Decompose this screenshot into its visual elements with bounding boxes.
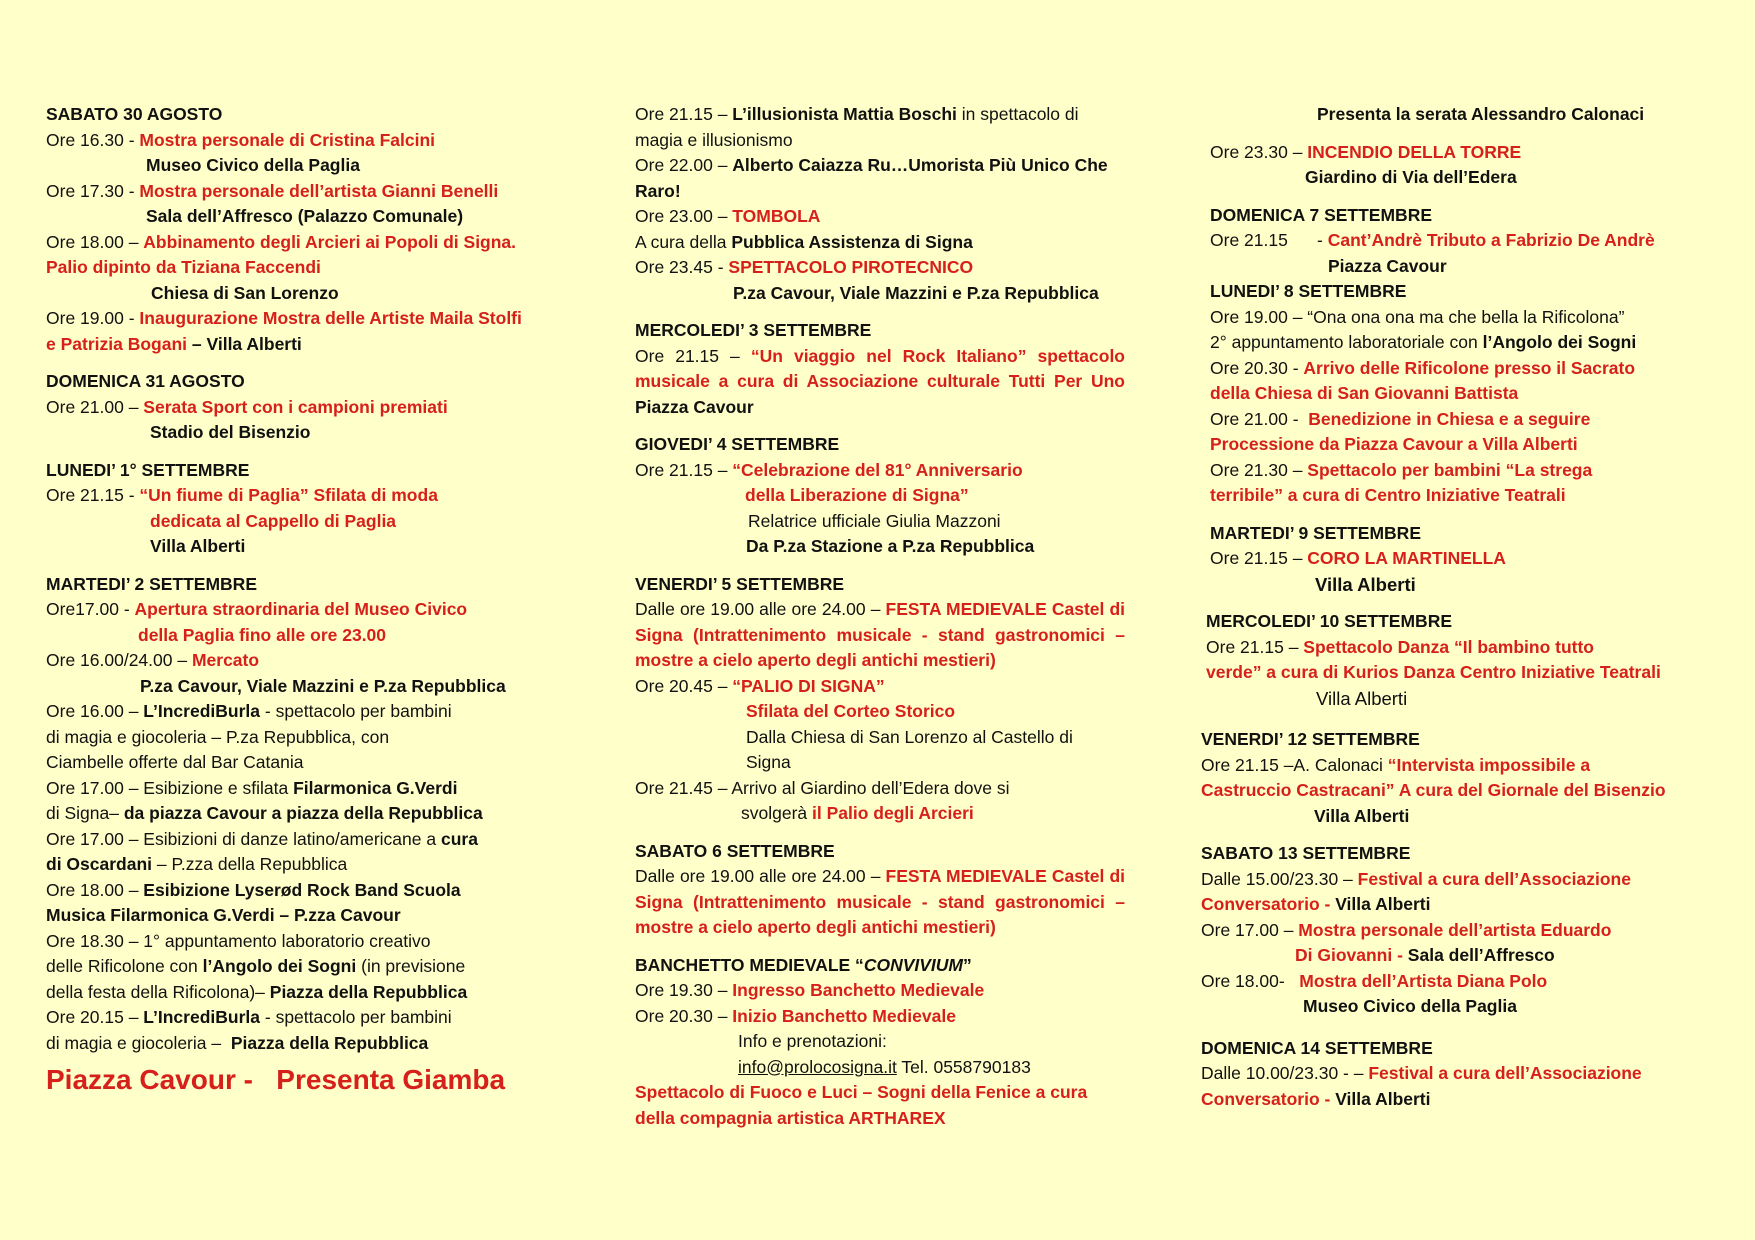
event: Ore 17.00 – Mostra personale dell’artista Eduardo	[1201, 919, 1612, 940]
event: Ore 21.15 - Cant’Andrè Tributo a Fabrizio De Andrè	[1210, 230, 1655, 250]
day-heading: GIOVEDI’ 4 SETTEMBRE	[635, 434, 840, 454]
event-place: Da P.za Stazione a P.za Repubblica	[746, 536, 1035, 556]
event: Dalle 15.00/23.30 – Festival a cura dell’Associazione	[1201, 868, 1631, 889]
event: Ore 16.00 – L’IncrediBurla - spettacolo per bambini	[46, 701, 452, 721]
day-heading: DOMENICA 7 SETTEMBRE	[1210, 204, 1433, 225]
event: Dalle ore 19.00 alle ore 24.00 – FESTA MEDIEVALE Castel di Signa (Intrattenimento musicale - stand gastronomici – mostre a cielo aperto degli antichi mestieri)	[635, 599, 1126, 670]
day-heading: VENERDI’ 5 SETTEMBRE	[635, 573, 845, 594]
day-heading: MARTEDI’ 9 SETTEMBRE	[1210, 522, 1421, 543]
event-name: Raro!	[635, 180, 681, 201]
event-desc: Dalla Chiesa di San Lorenzo al Castello di	[746, 726, 1073, 747]
contact-line	[635, 1055, 1125, 1081]
event: Dalle ore 19.00 alle ore 24.00 – FESTA MEDIEVALE Castel di Signa (Intrattenimento musicale - stand gastronomici – mostre a cielo aperto degli antichi mestieri)	[635, 866, 1126, 937]
event: Ore 19.30 – Ingresso Banchetto Medievale	[635, 980, 985, 1000]
day-block	[1201, 727, 1700, 1112]
event-desc: Signa	[746, 752, 791, 772]
program-column-2	[635, 102, 1125, 1131]
event-name: verde” a cura di Kurios Danza Centro Iniziative Teatrali	[1206, 662, 1661, 682]
day-heading: SABATO 6 SETTEMBRE	[635, 840, 835, 861]
event: Ore 19.00 - Inaugurazione Mostra delle Artiste Maila Stolfi	[46, 308, 522, 328]
event-name: Musica Filarmonica G.Verdi – P.zza Cavour	[46, 905, 401, 925]
presenter-line: Presenta la serata Alessandro Calonaci	[1317, 104, 1645, 124]
event: Ore 21.30 – Spettacolo per bambini “La strega	[1210, 459, 1593, 480]
event-name: della Chiesa di San Giovanni Battista	[1210, 383, 1519, 403]
event-name: Sfilata del Corteo Storico	[746, 701, 956, 721]
event: Ore 16.00/24.00 – Mercato	[46, 650, 260, 670]
event: Ore 22.00 – Alberto Caiazza Ru…Umorista Più Unico Che	[635, 155, 1108, 175]
event-desc: Ciambelle offerte dal Bar Catania	[46, 752, 304, 772]
footer-presenter: Piazza Cavour - Presenta Giamba	[46, 1064, 506, 1095]
event: Ore 21.15 – CORO LA MARTINELLA	[1210, 548, 1506, 568]
day-heading: BANCHETTO MEDIEVALE “CONVIVIUM”	[635, 954, 972, 975]
phone-number: Tel. 0558790183	[896, 1056, 1031, 1077]
event: Ore 21.15 – L’illusionista Mattia Boschi in spettacolo di	[635, 104, 1079, 124]
event-place: P.za Cavour, Viale Mazzini e P.za Repubblica	[733, 282, 1099, 303]
day-heading: MARTEDI’ 2 SETTEMBRE	[46, 573, 257, 594]
event-place: Sala dell’Affresco (Palazzo Comunale)	[146, 206, 464, 226]
event-desc: Ore 19.00 – “Ona ona ona ma che bella la Rificolona”	[1210, 306, 1625, 327]
program-column-1	[46, 102, 566, 1098]
event: delle Rificolone con l’Angolo dei Sogni (in previsione	[46, 956, 466, 976]
event: Ore 20.15 – L’IncrediBurla - spettacolo per bambini	[46, 1007, 452, 1027]
event-place: Villa Alberti	[1314, 805, 1410, 826]
event-place: Museo Civico della Paglia	[1303, 996, 1517, 1016]
day-block	[1206, 609, 1700, 711]
day-heading: VENERDI’ 12 SETTEMBRE	[1201, 729, 1420, 749]
event: Ore 21.15 –A. Calonaci “Intervista impossibile a	[1201, 754, 1591, 775]
event-place: Stadio del Bisenzio	[150, 422, 311, 442]
event: Ore 20.30 – Inizio Banchetto Medievale	[635, 1005, 956, 1026]
event: Conversatorio - Villa Alberti	[1201, 894, 1431, 914]
event-desc: Info e prenotazioni:	[738, 1031, 887, 1051]
event: 2° appuntamento laboratoriale con l’Angolo dei Sogni	[1210, 332, 1637, 352]
event-desc: Relatrice ufficiale Giulia Mazzoni	[748, 510, 1001, 531]
event: Conversatorio - Villa Alberti	[1201, 1088, 1431, 1109]
event: Ore 21.45 – Arrivo al Giardino dell’Edera dove si	[635, 777, 1010, 798]
day-heading: MERCOLEDI’ 10 SETTEMBRE	[1206, 611, 1453, 631]
event: e Patrizia Bogani – Villa Alberti	[46, 333, 302, 354]
event-name: Spettacolo di Fuoco e Luci – Sogni della Fenice a cura della compagnia artistica ARTHAREX	[635, 1082, 1088, 1128]
email-link[interactable]: info@prolocosigna.it	[738, 1056, 897, 1077]
event: Ore 20.30 - Arrivo delle Rificolone presso il Sacrato	[1210, 357, 1636, 378]
event: della festa della Rificolona)– Piazza della Repubblica	[46, 981, 468, 1002]
event-name: dedicata al Cappello di Paglia	[150, 510, 397, 531]
day-heading: SABATO 30 AGOSTO	[46, 104, 223, 124]
event: Di Giovanni - Sala dell’Affresco	[1295, 945, 1555, 965]
event-place: Chiesa di San Lorenzo	[151, 282, 339, 303]
day-heading: LUNEDI’ 8 SETTEMBRE	[1210, 281, 1407, 301]
event-name: della Liberazione di Signa”	[745, 485, 969, 505]
event: Ore 21.00 - Benedizione in Chiesa e a seguire	[1210, 408, 1591, 429]
event-desc: magia e illusionismo	[635, 129, 793, 150]
event: Ore 21.15 – “Un viaggio nel Rock Italiano” spettacolo musicale a cura di Associazione culturale Tutti Per Uno Piazza Cavour	[635, 345, 1126, 417]
event: Ore 23.30 – INCENDIO DELLA TORRE	[1210, 141, 1522, 162]
event: Ore 20.45 – “PALIO DI SIGNA”	[635, 675, 885, 696]
event: Ore 21.15 – “Celebrazione del 81° Anniversario	[635, 459, 1023, 480]
event: Ore 17.00 – Esibizioni di danze latino/americane a cura	[46, 828, 478, 849]
event: Ore 23.00 – TOMBOLA	[635, 206, 821, 226]
event: di Signa– da piazza Cavour a piazza della Repubblica	[46, 803, 483, 823]
event-place: Villa Alberti	[150, 536, 246, 556]
day-heading: MERCOLEDI’ 3 SETTEMBRE	[635, 320, 872, 340]
event-desc: di magia e giocoleria – P.za Repubblica, con	[46, 726, 390, 747]
event-name: terribile” a cura di Centro Iniziative Teatrali	[1210, 485, 1566, 505]
event: Ore 18.00- Mostra dell’Artista Diana Polo	[1201, 970, 1548, 991]
event: Ore 17.30 - Mostra personale dell’artista Gianni Benelli	[46, 180, 499, 201]
event-name: della Paglia fino alle ore 23.00	[138, 624, 387, 645]
day-heading: LUNEDI’ 1° SETTEMBRE	[46, 459, 250, 480]
event: Ore 18.00 – Abbinamento degli Arcieri ai Popoli di Signa.	[46, 231, 517, 252]
event-name: Palio dipinto da Tiziana Faccendi	[46, 257, 321, 277]
event-name: Processione da Piazza Cavour a Villa Alberti	[1210, 434, 1578, 454]
event: Ore 17.00 – Esibizione e sfilata Filarmonica G.Verdi	[46, 777, 458, 798]
event: Ore 21.15 – Spettacolo Danza “Il bambino tutto	[1206, 636, 1594, 657]
event-place: Piazza Cavour	[1328, 255, 1447, 276]
day-heading: DOMENICA 31 AGOSTO	[46, 371, 245, 391]
event: Ore 21.15 - “Un fiume di Paglia” Sfilata di moda	[46, 485, 438, 505]
event-place: Museo Civico della Paglia	[146, 155, 360, 175]
event: Dalle 10.00/23.30 - – Festival a cura dell’Associazione	[1201, 1063, 1642, 1083]
event-place: Villa Alberti	[1316, 687, 1408, 709]
event: A cura della Pubblica Assistenza di Signa	[635, 231, 973, 252]
day-heading: DOMENICA 14 SETTEMBRE	[1201, 1037, 1433, 1058]
event: svolgerà il Palio degli Arcieri	[741, 803, 974, 823]
event-name: Castruccio Castracani” A cura del Giornale del Bisenzio	[1201, 780, 1666, 800]
event-place: Giardino di Via dell’Edera	[1305, 167, 1517, 187]
event: Ore 18.00 – Esibizione Lyserød Rock Band Scuola	[46, 879, 461, 900]
event: Ore 23.45 - SPETTACOLO PIROTECNICO	[635, 257, 974, 277]
event: di magia e giocoleria – Piazza della Repubblica	[46, 1032, 429, 1053]
event: Ore 16.30 - Mostra personale di Cristina Falcini	[46, 129, 436, 150]
day-heading: SABATO 13 SETTEMBRE	[1201, 843, 1411, 863]
event-place: P.za Cavour, Viale Mazzini e P.za Repubblica	[140, 675, 506, 696]
program-column-3	[1201, 102, 1700, 1112]
event-desc: Ore 18.30 – 1° appuntamento laboratorio creativo	[46, 930, 431, 951]
event: di Oscardani – P.zza della Repubblica	[46, 854, 348, 874]
event-place: Villa Alberti	[1315, 573, 1416, 595]
event: Ore 21.00 – Serata Sport con i campioni premiati	[46, 396, 448, 417]
event: Ore17.00 - Apertura straordinaria del Museo Civico	[46, 599, 468, 619]
